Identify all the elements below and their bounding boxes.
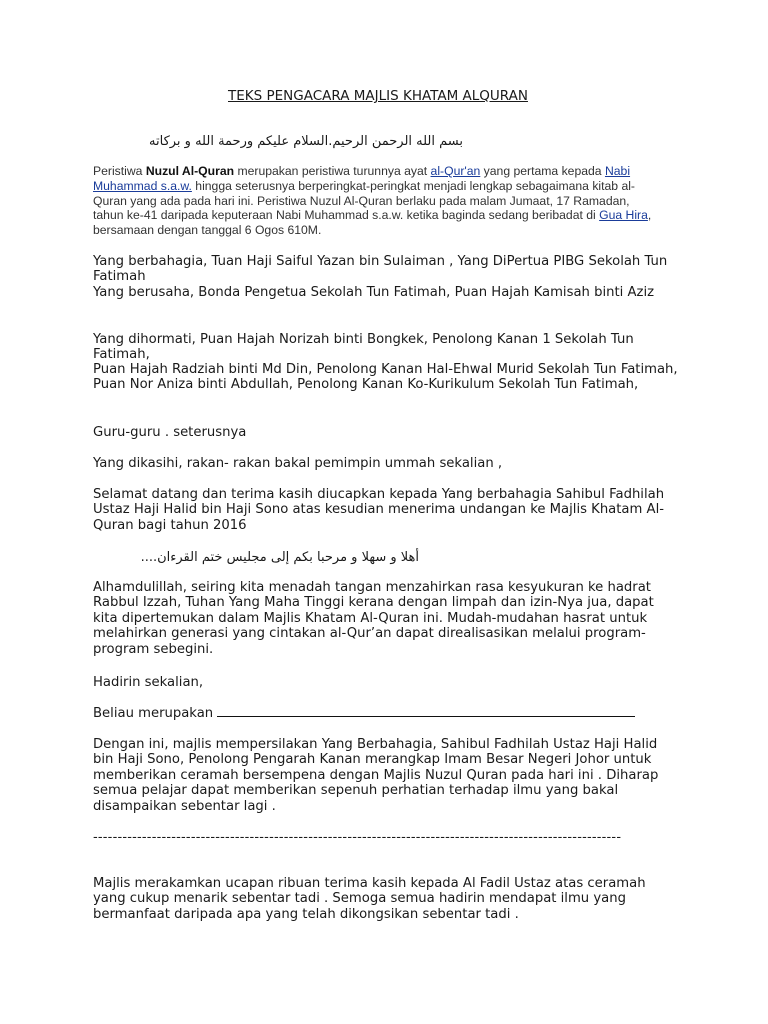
intro-text-4: hingga seterusnya berperingkat-peringkat menjadi lengkap sebagaimana kitab al-Quran yang ada pada hari ini. Peristiwa Nuzul Al-Quran berlaku pada malam Jumaat, 17 Ramadan, tahun ke-41 daripada keputeraan Nabi Muhammad s.a.w. ketika baginda sedang beribadat di [93,178,635,223]
invitation-paragraph: Dengan ini, majlis mempersilakan Yang Berbahagia, Sahibul Fadhilah Ustaz Haji Halid bin Haji Sono, Penolong Pengarah Kanan merangkap Imam Besar Negeri Johor untuk memberikan ceramah bersempena dengan Majlis Nuzul Quran pada hari ini . Diharap semua pelajar dapat memberikan sepenuh perhatian terhadap ilmu yang bakal disampaikan sebentar lagi . [93,737,659,814]
intro-bold-nuzul: Nuzul Al-Quran [145,164,235,178]
intro-text-3: yang pertama kepada [480,164,605,178]
nuzul-quran-intro [93,164,653,238]
intro-text-2: merupakan peristiwa turunnya ayat [234,164,431,178]
greeting-pengetua: Yang berusaha, Bonda Pengetua Sekolah Tun Fatimah, Puan Hajah Kamisah binti Aziz [93,285,655,300]
closing-paragraph: Majlis merakamkan ucapan ribuan terima kasih kepada Al Fadil Ustaz atas ceramah yang cukup menarik sebentar tadi . Semoga semua hadirin mendapat ilmu yang bermanfaat daripada apa yang telah dikongsikan sebentar tadi . [93,876,646,922]
greeting-penolong-kanan-others: Puan Hajah Radziah binti Md Din, Penolong Kanan Hal-Ehwal Murid Sekolah Tun Fatimah, Puan Nor Aniza binti Abdullah, Penolong Kanan Ko-Kurikulum Sekolah Tun Fatimah, [93,362,678,393]
link-gua-hira[interactable]: Gua Hira [599,208,648,223]
beliau-line [93,706,678,721]
hadirin-line: Hadirin sekalian, [93,675,204,690]
alhamdulillah-paragraph: Alhamdulillah, seiring kita menadah tangan menzahirkan rasa kesyukuran ke hadrat Rabbul Izzah, Tuhan Yang Maha Tinggi kerana dengan limpah dan izin-Nya jua, dapat kita dipertemukan dalam Majlis Khatam Al-Quran ini. Mudah-mudahan hasrat untuk melahirkan generasi yang cintakan al-Qur’an dapat direalisasikan melalui program-program sebegini. [93,580,654,657]
greeting-guru: Guru-guru . seterusnya [93,425,247,440]
welcome-paragraph: Selamat datang dan terima kasih diucapkan kepada Yang berbahagia Sahibul Fadhilah Ustaz Haji Halid bin Haji Sono atas kesudian menerima undangan ke Majlis Khatam Al-Quran bagi tahun 2016 [93,487,665,533]
link-nabi-muhammad[interactable]: Nabi Muhammad s.a.w. [93,164,631,193]
intro-text-1: Peristiwa [93,164,146,178]
document-title: TEKS PENGACARA MAJLIS KHATAM ALQURAN [228,88,528,104]
greeting-rakan: Yang dikasihi, rakan- rakan bakal pemimpin ummah sekalian , [93,456,503,471]
opening-greeting-arabic: بسم الله الرحمن الرحيم.السلام عليكم ورحمة الله و بركاته [149,134,463,149]
intro-text-5: , bersamaan dengan tanggal 6 Ogos 610M. [93,208,652,238]
link-al-quran[interactable]: al-Qur'an [430,164,481,178]
blank-underline [217,706,635,717]
ahlan-arabic: أهلا و سهلا و مرحبا بكم إلى مجليس ختم القرءان.... [140,550,419,565]
greeting-yang-dipertua: Yang berbahagia, Tuan Haji Saiful Yazan bin Sulaiman , Yang DiPertua PIBG Sekolah Tun Fatimah [93,254,668,285]
beliau-label: Beliau merupakan [93,706,218,721]
dashed-divider: ------------------------------------------------------------------------------------------------------------ [93,830,622,845]
greeting-penolong-kanan-1: Yang dihormati, Puan Hajah Norizah binti Bongkek, Penolong Kanan 1 Sekolah Tun Fatimah, [93,332,634,363]
